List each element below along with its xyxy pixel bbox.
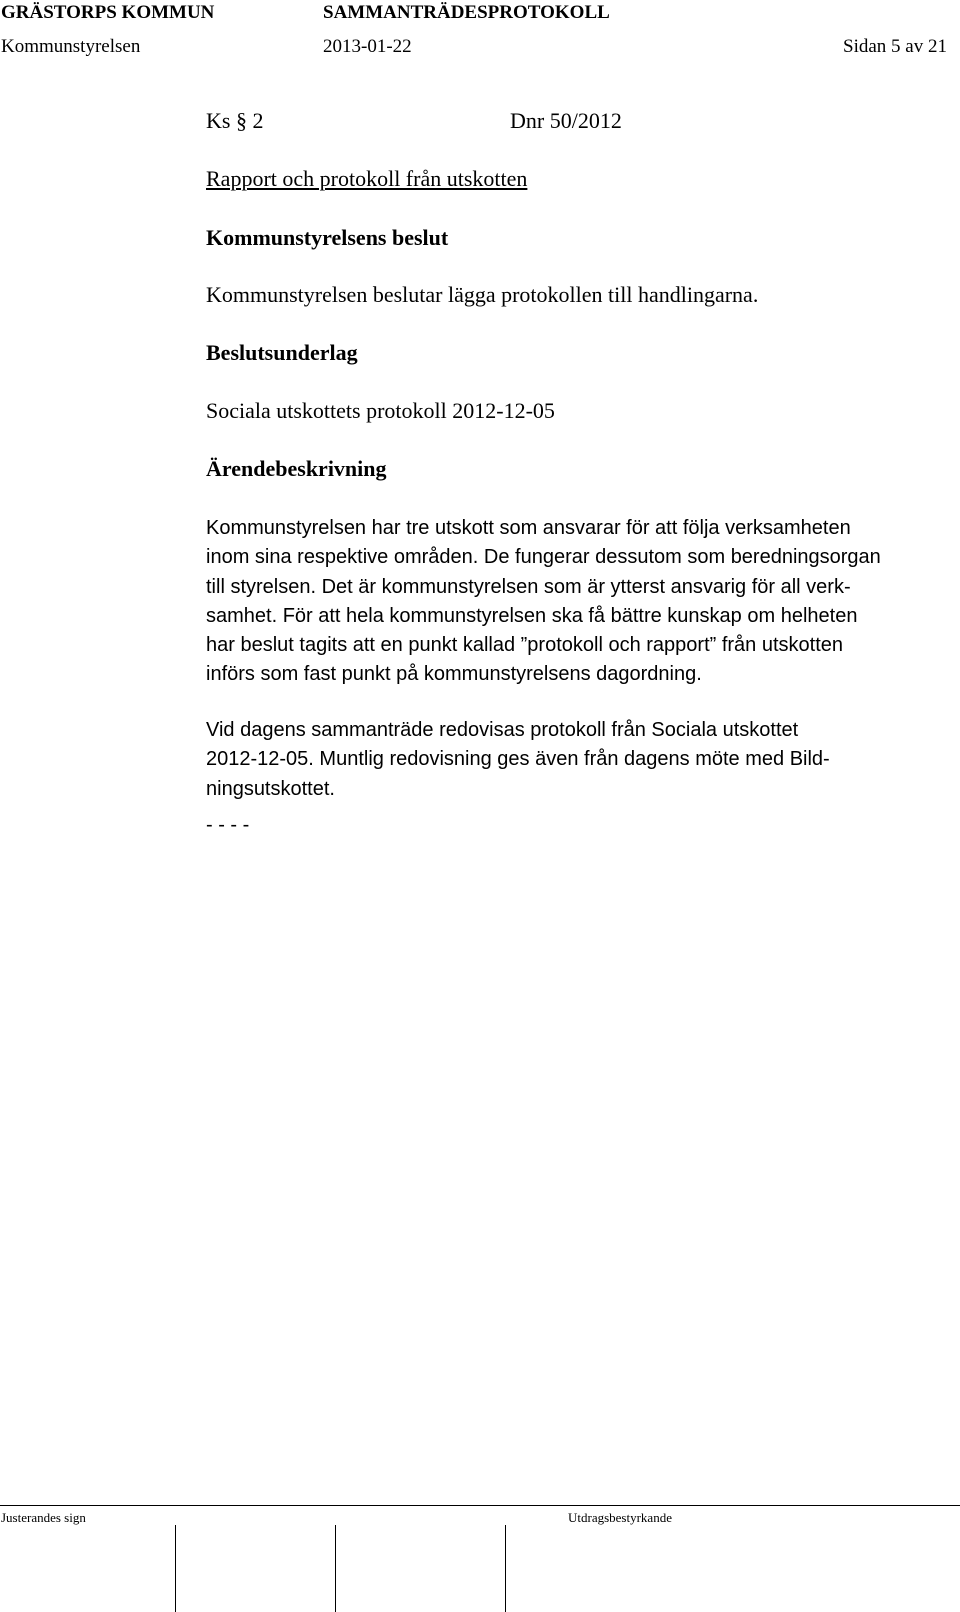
committee-name: Kommunstyrelsen — [1, 36, 141, 57]
municipality-name: GRÄSTORPS KOMMUN — [1, 2, 215, 23]
signature-divider — [0, 1505, 960, 1506]
paragraph-line: införs som fast punkt på kommunstyrelsens dagordning. — [206, 663, 702, 686]
description-paragraph-1 — [206, 514, 946, 690]
paragraph-line: samhet. För att hela kommunstyrelsen ska få bättre kunskap om helheten — [206, 604, 858, 627]
page-number: Sidan 5 av 21 — [843, 36, 947, 57]
section-number: Ks § 2 — [206, 108, 264, 133]
description-paragraph-2 — [206, 716, 946, 804]
meeting-date: 2013-01-22 — [323, 36, 412, 57]
decision-text: Kommunstyrelsen beslutar lägga protokollen till handlingarna. — [206, 282, 759, 307]
paragraph-line: till styrelsen. Det är kommunstyrelsen som är ytterst ansvarig för all verk- — [206, 575, 851, 598]
paragraph-line: Kommunstyrelsen har tre utskott som ansvarar för att följa verksamheten — [206, 517, 851, 539]
signature-box-divider — [505, 1525, 506, 1612]
paragraph-line: har beslut tagits att en punkt kallad ”protokoll och rapport” från utskotten — [206, 634, 844, 657]
decision-heading: Kommunstyrelsens beslut — [206, 225, 449, 250]
description-heading: Ärendebeskrivning — [206, 456, 387, 481]
basis-heading: Beslutsunderlag — [206, 340, 358, 365]
document-type: SAMMANTRÄDESPROTOKOLL — [323, 2, 610, 23]
signature-label-right: Utdragsbestyrkande — [568, 1510, 672, 1525]
signature-box-divider — [175, 1525, 176, 1612]
case-number: Dnr 50/2012 — [510, 108, 622, 133]
signature-box-divider — [335, 1525, 336, 1612]
paragraph-line: ningsutskottet. — [206, 777, 335, 800]
case-title: Rapport och protokoll från utskotten — [206, 166, 528, 191]
paragraph-line: 2012-12-05. Muntlig redovisning ges även från dagens möte med Bild- — [206, 748, 830, 771]
paragraph-line: inom sina respektive områden. De fungerar dessutom som beredningsorgan — [206, 546, 881, 569]
signature-label-left: Justerandes sign — [1, 1510, 86, 1525]
paragraph-line: Vid dagens sammanträde redovisas protokoll från Sociala utskottet — [206, 719, 799, 741]
end-marker: - - - - — [206, 814, 250, 836]
basis-text: Sociala utskottets protokoll 2012-12-05 — [206, 398, 555, 423]
